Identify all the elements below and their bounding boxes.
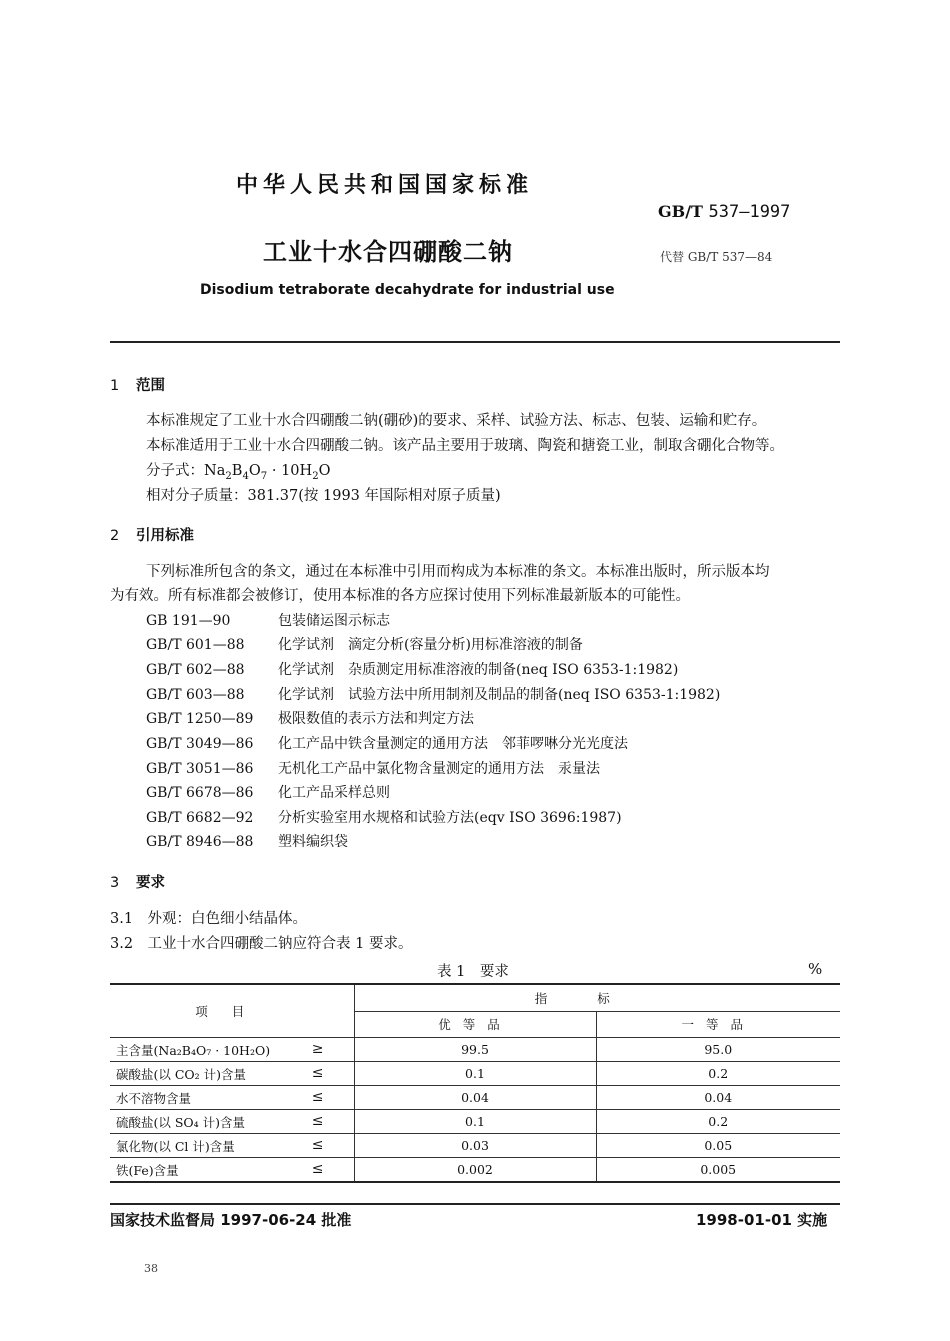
formula-sub: 7: [260, 470, 268, 482]
section-number: 1: [110, 378, 120, 394]
superior-value: 0.04: [354, 1086, 596, 1110]
table-unit: %: [808, 960, 823, 978]
table-row: [110, 1158, 840, 1183]
section-3-heading: [110, 871, 165, 892]
item-label: 铁(Fe)含量: [116, 1162, 179, 1178]
superior-value: 0.002: [354, 1158, 596, 1183]
header-superior-grade: 优等品: [354, 1011, 596, 1037]
superior-value: 0.03: [354, 1134, 596, 1158]
table-header-row: [110, 984, 840, 1011]
formula-na: Na: [204, 463, 226, 479]
comparison-operator: ≤: [311, 1113, 324, 1129]
reference-code: GB/T 3051—86: [146, 761, 254, 777]
item-label: 主含量(Na₂B₄O₇ · 10H₂O): [116, 1042, 271, 1058]
first-value: 0.05: [596, 1134, 840, 1158]
reference-title: 化工产品中铁含量测定的通用方法 邻菲啰啉分光光度法: [278, 736, 628, 752]
table-row: [110, 1062, 840, 1086]
section-number: 2: [110, 528, 120, 544]
reference-title: 化学试剂 杂质测定用标准溶液的制备(neq ISO 6353-1:1982): [278, 662, 679, 678]
row-item: [110, 1110, 354, 1134]
table-row: [110, 1134, 840, 1158]
implementation-date: 1998-01-01 实施: [696, 1211, 828, 1229]
section-title: 要求: [136, 875, 165, 891]
superior-value: 0.1: [354, 1110, 596, 1134]
reference-title: 化工产品采样总则: [278, 785, 390, 801]
references-intro-line-1: 下列标准所包含的条文，通过在本标准中引用而构成为本标准的条文。本标准出版时，所示版本均: [146, 564, 770, 580]
molecular-formula: [146, 461, 331, 487]
section-1-heading: [110, 374, 165, 395]
formula-sub: 4: [242, 470, 249, 482]
formula-label: 分子式：: [146, 463, 204, 479]
reference-code: GB/T 603—88: [146, 687, 245, 703]
first-value: 0.2: [596, 1062, 840, 1086]
reference-title: 无机化工产品中氯化物含量测定的通用方法 汞量法: [278, 761, 600, 777]
title-english: Disodium tetraborate decahydrate for industrial use: [200, 282, 615, 298]
requirement-3-2: 3.2 工业十水合四硼酸二钠应符合表 1 要求。: [110, 936, 413, 952]
reference-item: [146, 611, 390, 631]
comparison-operator: ≥: [311, 1041, 324, 1057]
requirements-table: [110, 983, 840, 1183]
reference-title: 包装储运图示标志: [278, 613, 390, 629]
row-item: [110, 1158, 354, 1183]
table-row: [110, 1086, 840, 1110]
superior-value: 99.5: [354, 1038, 596, 1062]
row-item: [110, 1134, 354, 1158]
reference-code: GB/T 8946—88: [146, 834, 254, 850]
row-item: [110, 1086, 354, 1110]
section-2-heading: [110, 524, 194, 545]
reference-item: [146, 808, 622, 828]
standard-prefix: GB/T: [658, 202, 703, 221]
page-number: 38: [144, 1262, 158, 1275]
scope-paragraph-2: 本标准适用于工业十水合四硼酸二钠。该产品主要用于玻璃、陶瓷和搪瓷工业，制取含硼化合物等。: [146, 438, 784, 454]
item-label: 氯化物(以 Cl 计)含量: [116, 1138, 235, 1154]
first-value: 95.0: [596, 1038, 840, 1062]
reference-item: [146, 635, 583, 655]
reference-title: 化学试剂 滴定分析(容量分析)用标准溶液的制备: [278, 637, 583, 653]
replaces-standard: 代替 GB/T 537—84: [660, 250, 773, 264]
reference-code: GB/T 602—88: [146, 662, 245, 678]
row-item: [110, 1062, 354, 1086]
comparison-operator: ≤: [311, 1089, 324, 1105]
item-label: 硫酸盐(以 SO₄ 计)含量: [116, 1114, 246, 1130]
comparison-operator: ≤: [311, 1161, 324, 1177]
section-number: 3: [110, 875, 120, 891]
table-row: [110, 1038, 840, 1062]
reference-code: GB 191—90: [146, 613, 231, 629]
formula-sub: 2: [225, 470, 232, 482]
table-caption: 表 1 要求: [437, 964, 509, 980]
reference-item: [146, 660, 678, 680]
requirement-3-1: 3.1 外观：白色细小结晶体。: [110, 911, 308, 927]
reference-title: 极限数值的表示方法和判定方法: [278, 711, 474, 727]
reference-code: GB/T 6682—92: [146, 810, 254, 826]
first-value: 0.04: [596, 1086, 840, 1110]
reference-item: [146, 709, 474, 729]
reference-item: [146, 832, 348, 852]
title-chinese: 工业十水合四硼酸二钠: [263, 238, 513, 266]
superior-value: 0.1: [354, 1062, 596, 1086]
header-first-grade: 一等品: [596, 1011, 840, 1037]
header-divider: [110, 341, 840, 343]
standard-number: [658, 202, 790, 222]
reference-code: GB/T 3049—86: [146, 736, 254, 752]
reference-title: 分析实验室用水规格和试验方法(eqv ISO 3696:1987): [278, 810, 622, 826]
item-label: 碳酸盐(以 CO₂ 计)含量: [116, 1066, 247, 1082]
formula-b: B: [231, 463, 243, 479]
reference-code: GB/T 601—88: [146, 637, 245, 653]
comparison-operator: ≤: [311, 1137, 324, 1153]
reference-title: 塑料编织袋: [278, 834, 348, 850]
first-value: 0.005: [596, 1158, 840, 1183]
formula-water: · 10H: [267, 463, 313, 479]
standard-organization: 中华人民共和国国家标准: [236, 173, 534, 198]
approval-line: 国家技术监督局 1997-06-24 批准: [110, 1211, 352, 1229]
table-row: [110, 1110, 840, 1134]
reference-item: [146, 685, 720, 705]
header-index: 指标: [354, 984, 840, 1011]
row-item: [110, 1038, 354, 1062]
section-title: 范围: [136, 378, 165, 394]
section-title: 引用标准: [136, 528, 194, 544]
formula-o2: O: [318, 463, 331, 479]
formula-sub: 2: [312, 470, 319, 482]
header-item: 项目: [110, 984, 354, 1038]
references-intro-line-2: 为有效。所有标准都会被修订，使用本标准的各方应探讨使用下列标准最新版本的可能性。: [110, 588, 690, 604]
reference-code: GB/T 1250—89: [146, 711, 254, 727]
reference-item: [146, 759, 600, 779]
reference-item: [146, 783, 390, 803]
reference-item: [146, 734, 628, 754]
comparison-operator: ≤: [311, 1065, 324, 1081]
reference-code: GB/T 6678—86: [146, 785, 254, 801]
item-label: 水不溶物含量: [116, 1090, 192, 1106]
standard-number-value: 537—1997: [708, 202, 791, 222]
molecular-mass: 相对分子质量：381.37(按 1993 年国际相对原子质量): [146, 488, 501, 504]
reference-title: 化学试剂 试验方法中所用制剂及制品的制备(neq ISO 6353-1:1982): [278, 687, 721, 703]
first-value: 0.2: [596, 1110, 840, 1134]
footer-divider: [110, 1203, 840, 1205]
scope-paragraph-1: 本标准规定了工业十水合四硼酸二钠(硼砂)的要求、采样、试验方法、标志、包装、运输和贮存。: [146, 413, 767, 429]
formula-o: O: [248, 463, 261, 479]
